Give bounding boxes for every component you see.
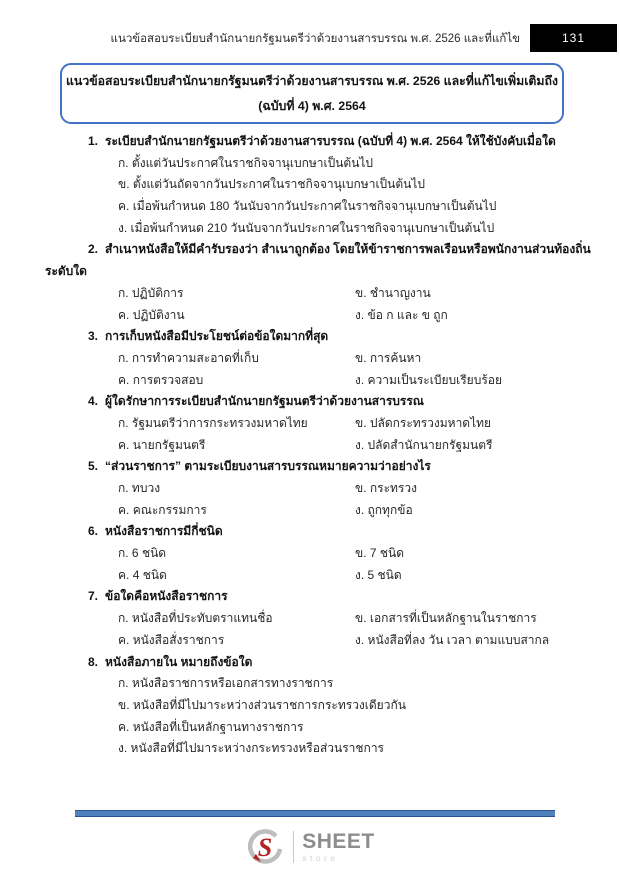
question-number: 1. (88, 134, 99, 148)
question-number: 4. (88, 394, 99, 409)
question-2-options-row2 (0, 305, 620, 327)
question-number: 7. (88, 589, 99, 604)
option-text: ข. หนังสือที่มีไปมาระหว่างส่วนราชการกระทรวงเดียวกัน (118, 697, 406, 712)
option-text: ข. ชำนาญงาน (355, 285, 431, 300)
option-text: ก. การทำความสะอาดที่เก็บ (118, 350, 259, 365)
question-1-option-b (0, 174, 620, 196)
question-2-options-row1 (0, 283, 620, 305)
question-text: ระดับใด (45, 264, 87, 279)
option-text: ข. 7 ชนิด (355, 546, 405, 561)
question-6 (0, 521, 620, 543)
question-8-option-a (0, 673, 620, 695)
question-2 (0, 239, 620, 261)
question-text: สำเนาหนังสือให้มีคำรับรองว่า สำเนาถูกต้อง โดยให้ข้าราชการพลเรือนหรือพนักงานส่วนท้องถิ่น (105, 242, 591, 257)
question-6-options-row1 (0, 543, 620, 565)
logo-text-block (302, 831, 375, 863)
option-text: ก. ตั้งแต่วันประกาศในราชกิจจานุเบกษาเป็นต้นไป (118, 155, 374, 170)
logo-subtitle: store (302, 853, 339, 864)
svg-text:S: S (258, 833, 273, 862)
question-1 (0, 131, 620, 153)
question-4 (0, 391, 620, 413)
question-7-options-row1 (0, 608, 620, 630)
exam-title-line2: (ฉบับที่ 4) พ.ศ. 2564 (258, 98, 366, 113)
question-4-options-row2 (0, 435, 620, 457)
question-3-options-row2 (0, 370, 620, 392)
question-8-option-d (0, 738, 620, 760)
option-text: ก. ปฏิบัติการ (118, 285, 184, 300)
option-text: ก. หนังสือราชการหรือเอกสารทางราชการ (118, 676, 334, 691)
question-3-options-row1 (0, 348, 620, 370)
question-2-text-continued (0, 261, 620, 283)
sheet-store-s-icon (245, 827, 285, 867)
question-number: 5. (88, 459, 99, 474)
footer-divider-bar (75, 810, 555, 817)
question-6-options-row2 (0, 565, 620, 587)
exam-title-box (60, 63, 564, 124)
running-header: แนวข้อสอบระเบียบสำนักนายกรัฐมนตรีว่าด้วยงานสารบรรณ พ.ศ. 2526 และที่แก้ไข (110, 33, 520, 45)
question-1-option-a (0, 153, 620, 175)
question-text: ผู้ใดรักษาการระเบียบสำนักนายกรัฐมนตรีว่าด้วยงานสารบรรณ (105, 394, 424, 409)
option-text: ข. ตั้งแต่วันถัดจากวันประกาศในราชกิจจานุเบกษาเป็นต้นไป (118, 177, 426, 192)
question-8 (0, 652, 620, 674)
question-number: 2. (88, 242, 99, 257)
option-text: ข. กระทรวง (355, 481, 417, 495)
question-5-options-row2 (0, 500, 620, 522)
question-5-options-row1 (0, 478, 620, 500)
option-text: ก. หนังสือที่ประทับตราแทนชื่อ (118, 611, 273, 626)
option-text: ง. หนังสือที่ลง วัน เวลา ตามแบบสากล (355, 632, 550, 647)
option-text: ง. 5 ชนิด (355, 567, 402, 582)
question-text: การเก็บหนังสือมีประโยชน์ต่อข้อใดมากที่สุด (105, 329, 329, 344)
question-8-option-c (0, 717, 620, 739)
question-3 (0, 326, 620, 348)
option-text: ง. ปลัดสำนักนายกรัฐมนตรี (355, 437, 493, 452)
question-number: 8. (88, 654, 99, 669)
question-7 (0, 586, 620, 608)
option-text: ง. ความเป็นระเบียบเรียบร้อย (355, 372, 502, 387)
option-text: ค. เมื่อพ้นกำหนด 180 วันนับจากวันประกาศในราชกิจจานุเบกษาเป็นต้นไป (118, 199, 497, 214)
question-7-options-row2 (0, 630, 620, 652)
option-text: ค. นายกรัฐมนตรี (118, 437, 206, 452)
option-text: ก. รัฐมนตรีว่าการกระทรวงมหาดไทย (118, 415, 308, 430)
option-text: ข. ปลัดกระทรวงมหาดไทย (355, 415, 492, 430)
sheet-store-logo (0, 822, 620, 872)
option-text: ก. ทบวง (118, 481, 161, 495)
option-text: ค. 4 ชนิด (118, 567, 167, 582)
option-text: ค. หนังสือที่เป็นหลักฐานทางราชการ (118, 719, 304, 734)
question-8-option-b (0, 695, 620, 717)
question-1-option-c (0, 196, 620, 218)
question-text: ระเบียบสำนักนายกรัฐมนตรีว่าด้วยงานสารบรรณ (ฉบับที่ 4) พ.ศ. 2564 ให้ใช้บังคับเมื่อใด (105, 134, 556, 148)
question-5 (0, 456, 620, 478)
option-text: ค. คณะกรรมการ (118, 502, 207, 517)
logo-word: SHEET (302, 830, 375, 854)
option-text: ง. เมื่อพ้นกำหนด 210 วันนับจากวันประกาศในราชกิจจานุเบกษาเป็นต้นไป (118, 220, 495, 235)
question-text: ข้อใดคือหนังสือราชการ (105, 589, 228, 604)
question-list (0, 131, 620, 760)
question-text: “ส่วนราชการ” ตามระเบียบงานสารบรรณหมายความว่าอย่างไร (105, 459, 431, 474)
option-text: ง. ข้อ ก และ ข ถูก (355, 307, 448, 322)
logo-divider (293, 831, 294, 863)
option-text: ค. การตรวจสอบ (118, 372, 204, 387)
question-number: 3. (88, 329, 99, 344)
option-text: ข. เอกสารที่เป็นหลักฐานในราชการ (355, 611, 537, 626)
question-1-option-d (0, 218, 620, 240)
option-text: ก. 6 ชนิด (118, 546, 167, 561)
page-number-badge (530, 24, 617, 52)
question-text: หนังสือภายใน หมายถึงข้อใด (105, 654, 253, 669)
question-number: 6. (88, 524, 99, 539)
option-text: ค. หนังสือสั่งราชการ (118, 632, 225, 647)
question-text: หนังสือราชการมีกี่ชนิด (105, 524, 223, 539)
option-text: ข. การค้นหา (355, 350, 422, 365)
exam-title-line1: แนวข้อสอบระเบียบสำนักนายกรัฐมนตรีว่าด้วยงานสารบรรณ พ.ศ. 2526 และที่แก้ไขเพิ่มเติมถึง (66, 73, 558, 88)
option-text: ค. ปฏิบัติงาน (118, 307, 185, 322)
page-number: 131 (561, 31, 586, 45)
option-text: ง. ถูกทุกข้อ (355, 502, 413, 517)
option-text: ง. หนังสือที่มีไปมาระหว่างกระทรวงหรือส่วนราชการ (118, 741, 385, 756)
question-4-options-row1 (0, 413, 620, 435)
